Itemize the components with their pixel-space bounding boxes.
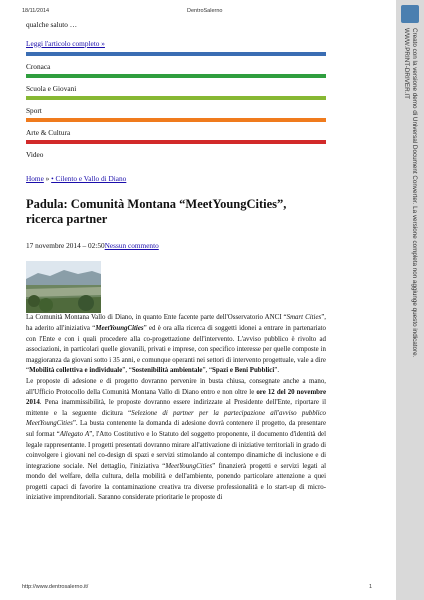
excerpt-end: qualche saluto … — [26, 20, 78, 29]
article-date: 17 novembre 2014 – 02:50 — [26, 240, 105, 250]
watermark-line-1: Creato con la versione demo di Universal Document Converter. La versione completa non aggiunge questo indicatore. — [411, 28, 418, 358]
article-body: La Comunità Montana Vallo di Diano, in quanto Ente facente parte dell'Osservatorio ANCI “Smart Cities”, ha aderito all'iniziativa “MeetYoungCities” ed è ora alla ricerca di soggetti idonei a entrare in partenariato con l'Ente e con i quali procedere alla co-progettazione dell'intervento. L'avviso pubblico è rivolto ad associazioni, in particolari quelle giovanili, privati e imprese, con specifico interesse per quelle composte in maggioranza da giovani sotto i 35 anni, e comunque operanti nei settori di intervento progettuale, vale a dire “Mobilità collettiva e individuale”, “Sostenibilità ambientale”, “Spazi e Beni Pubblici”. Le proposte di adesione e di progetto dovranno pervenire in busta chiusa, consegnate anche a mano, all'Ufficio Protocollo della Comunità Montana Vallo di Diano entro e non oltre le ore 12 del 20 novembre 2014. Pena inammissibilità, le proposte dovranno essere indirizzate al Presidente dell'Ente, riportare il mittente e la seguente dicitura “Selezione di partner per la partecipazione all'avviso pubblico MeetYoungCities”. La busta contenente la domanda di adesione dovrà contenere il progetto, da presentare sul format “Allegato A”, l'Atto Costitutivo e lo Statuto del soggetto proponente, il documento d'identità del legale rappresentante. I progetti presentati dovranno mirare all'attivazione di iniziative territoriali in grado di coinvolgere i giovani nel co-design di spazi e servizi stimolando al contempo dinamiche di inclusione e di integrazione sociale. Nel dettaglio, l'iniziativa “MeetYoungCities” finanzierà progetti e servizi legati al mondo del welfare, della cultura, della mobilità e dell'ambiente, ponendo particolare attenzione a quei progetti capaci di favorire la contaminazione creativa tra diverse professionalità e lo start-up di micro-iniziative imprenditoriali. Saranno considerate prioritarie le proposte di — [26, 261, 326, 504]
print-header — [22, 8, 362, 18]
print-site-name: DentroSalerno — [187, 8, 223, 14]
comments-link[interactable]: Nessun commento — [104, 240, 159, 250]
article-content — [26, 18, 326, 504]
breadcrumb-separator: » — [43, 174, 52, 184]
watermark-text — [392, 28, 418, 588]
print-url: http://www.dentrosalerno.it/ — [22, 584, 89, 590]
read-more-link[interactable]: Leggi l'articolo completo » — [26, 38, 105, 48]
menu-item-1[interactable]: Scuola e Giovani — [26, 84, 77, 94]
print-date: 18/11/2014 — [22, 8, 50, 14]
converter-logo-icon — [401, 5, 419, 23]
breadcrumb-category[interactable]: • Cilento e Vallo di Diano — [51, 174, 127, 184]
page-number: 1 — [368, 584, 372, 590]
breadcrumb-home[interactable]: Home — [26, 174, 44, 184]
menu-item-3[interactable]: Arte & Cultura — [26, 128, 71, 138]
article-title: Padula: Comunità Montana “MeetYoungCities”, ricerca partner — [26, 196, 287, 226]
menu-item-0[interactable]: Cronaca — [26, 62, 51, 72]
article-meta — [26, 241, 326, 252]
watermark-line-2: WWW.PRINT-DRIVER.IT — [403, 28, 410, 100]
menu-item-4[interactable]: Video — [26, 150, 44, 160]
breadcrumb — [26, 174, 326, 185]
converter-watermark-bar — [396, 0, 424, 600]
article-photo — [26, 261, 101, 313]
menu-item-2[interactable]: Sport — [26, 106, 42, 116]
category-menu — [26, 52, 326, 162]
